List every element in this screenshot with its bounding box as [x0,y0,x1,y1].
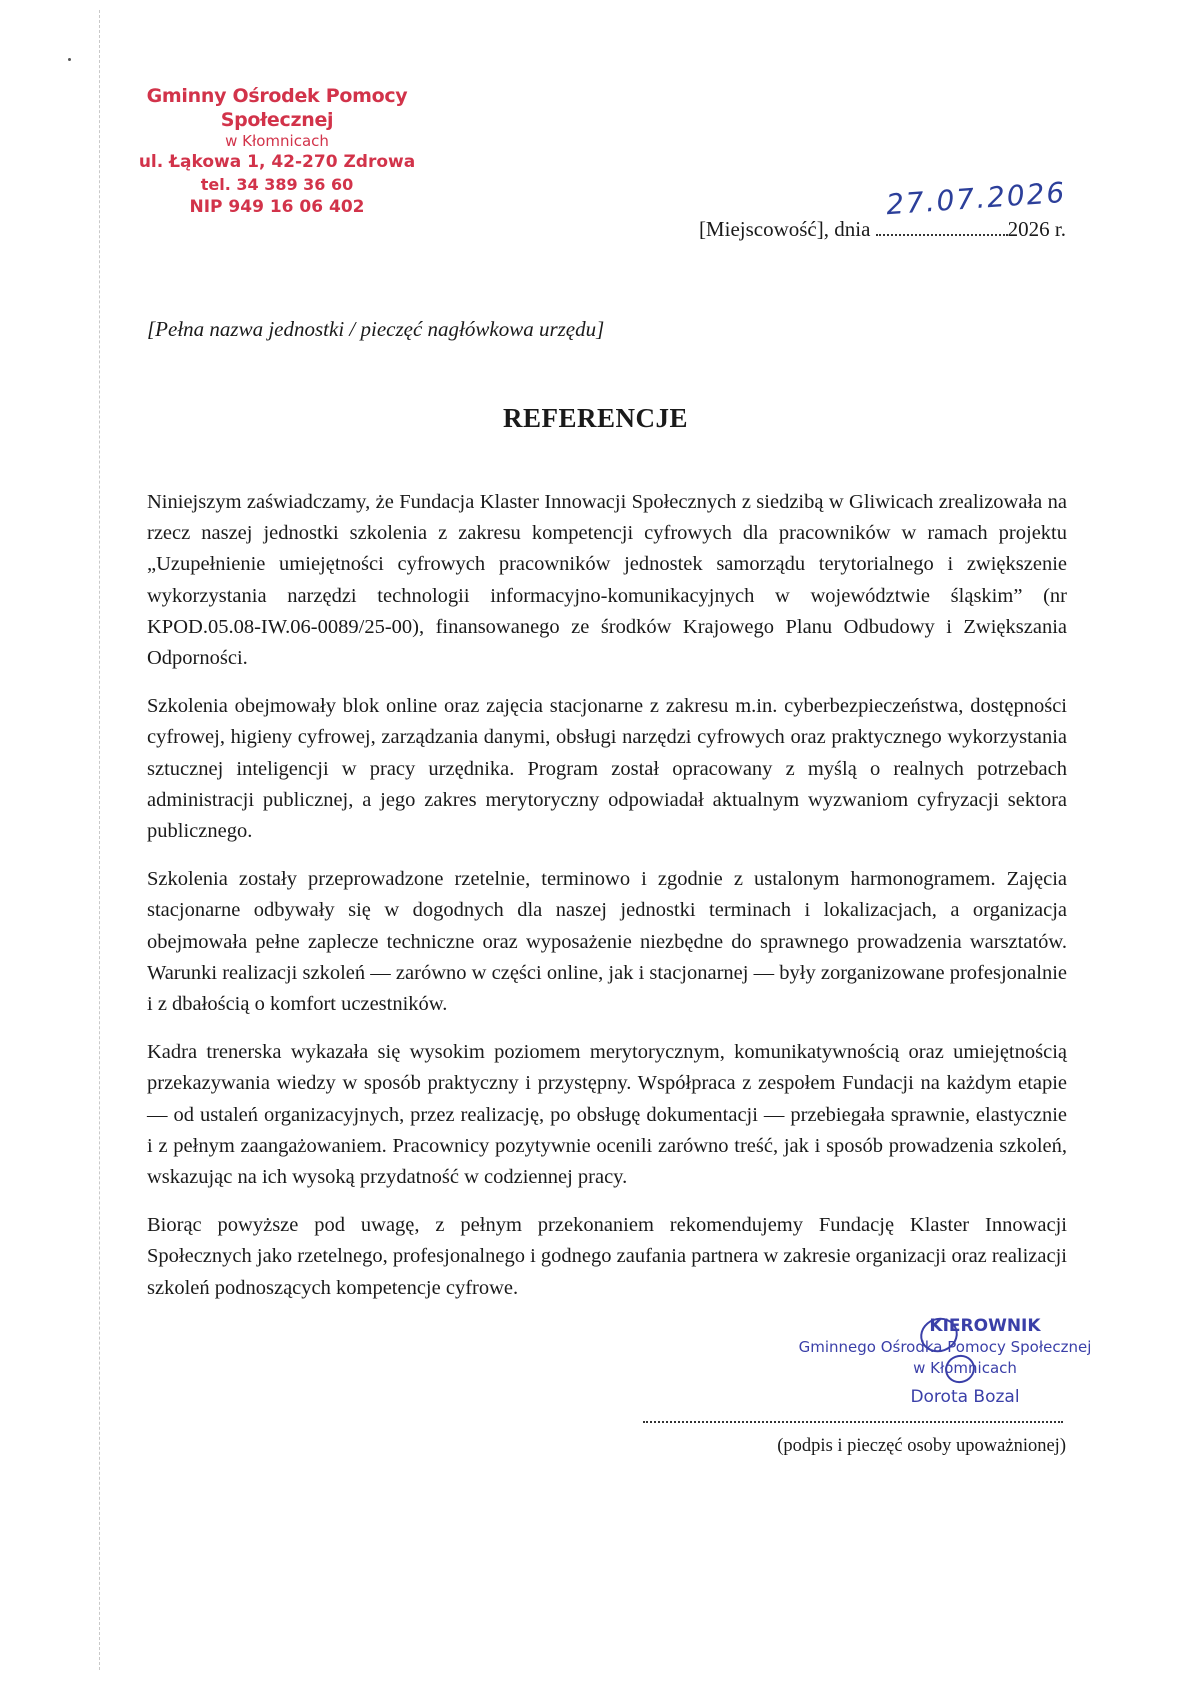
signature-org-location: w Kłomnicach [913,1359,1017,1377]
document-body [147,487,1067,1321]
dateline [698,175,1067,242]
stamp-phone: tel. 34 389 36 60 [200,175,354,194]
scan-dot [68,58,71,61]
stamp-location: w Kłomnicach [225,132,329,150]
paragraph: Kadra trenerska wykazała się wysokim poziomem merytorycznym, komunikatywnością oraz umiejętnością przekazywania wiedzy w sposób praktyczny i przystępny. Współpraca z zespołem Fundacji na każdym etapie — od ustaleń organizacyjnych, przez realizację, po obsługę dokumentacji — przebiegała sprawnie, elastycznie i z pełnym zaangażowaniem. Pracownicy pozytywnie ocenili zarówno treść, jak i sposób prowadzenia szkoleń, wskazując na ich wysoką przydatność w codziennej pracy. [147,1041,1067,1189]
signature-name: Dorota Bozal [910,1387,1020,1407]
unit-placeholder: [Pełna nazwa jednostki / pieczęć nagłówkowa urzędu] [147,317,605,341]
paragraph: Biorąc powyższe pod uwagę, z pełnym przekonaniem rekomendujemy Fundację Klaster Innowacji Społecznych jako rzetelnego, profesjonalnego i godnego zaufania partnera w zakresie organizacji oraz realizacji szkoleń podnoszących kompetencje cyfrowe. [147,1214,1067,1299]
header-stamp [112,84,442,219]
stamp-address: ul. Łąkowa 1, 42-270 Zdrowa [138,152,416,172]
dateline-prefix: [Miejscowość], dnia [698,217,876,241]
signature-org: Gminnego Ośrodka Pomocy Społecznej [798,1338,1092,1356]
handwritten-date: 27.07.2026 [884,175,1067,222]
dateline-suffix: 2026 r. [1007,217,1066,241]
document-title: REFERENCJE [502,403,689,433]
stamp-nip: NIP 949 16 06 402 [189,197,365,217]
stamp-org-name: Gminny Ośrodek Pomocy Społecznej [146,85,408,131]
scan-fold-line [99,10,100,1670]
signature-dotted-line [643,1421,1063,1423]
paragraph: Szkolenia zostały przeprowadzone rzetelnie, terminowo i zgodnie z ustalonym harmonogramem. Zajęcia stacjonarne odbywały się w dogodnych dla naszej jednostki terminach i lokalizacjach, a organizacja obejmowała pełne zaplecze techniczne oraz wyposażenie niezbędne do sprawnego prowadzenia warsztatów. Warunki realizacji szkoleń — zarówno w części online, jak i stacjonarnej — były zorganizowane profesjonalnie i z dbałością o komfort uczestników. [147,868,1067,1016]
signature-role: KIEROWNIK [929,1316,1041,1336]
paragraph: Niniejszym zaświadczamy, że Fundacja Klaster Innowacji Społecznych z siedzibą w Gliwicach zrealizowała na rzecz naszej jednostki szkolenia z zakresu kompetencji cyfrowych dla pracowników w ramach projektu „Uzupełnienie umiejętności cyfrowych pracowników jednostek samorządu terytorialnego i zwiększenie wykorzystania narzędzi technologii informacyjno-komunikacyjnych w województwie śląskim” (nr KPOD.05.08-IW.06-0089/25-00), finansowanego ze środków Krajowego Planu Odbudowy i Zwiększania Odporności. [147,491,1067,670]
paragraph: Szkolenia obejmowały blok online oraz zajęcia stacjonarne z zakresu m.in. cyberbezpieczeństwa, dostępności cyfrowej, higieny cyfrowej, zarządzania danymi, obsługi narzędzi cyfrowych oraz praktycznego wykorzystania sztucznej inteligencji w pracy urzędnika. Program został opracowany z myślą o realnych potrzebach administracji publicznej, a jego zakres merytoryczny odpowiadał aktualnym wyzwaniom cyfryzacji sektora publicznego. [147,695,1067,843]
signature-caption: (podpis i pieczęć osoby upoważnionej) [777,1436,1066,1456]
